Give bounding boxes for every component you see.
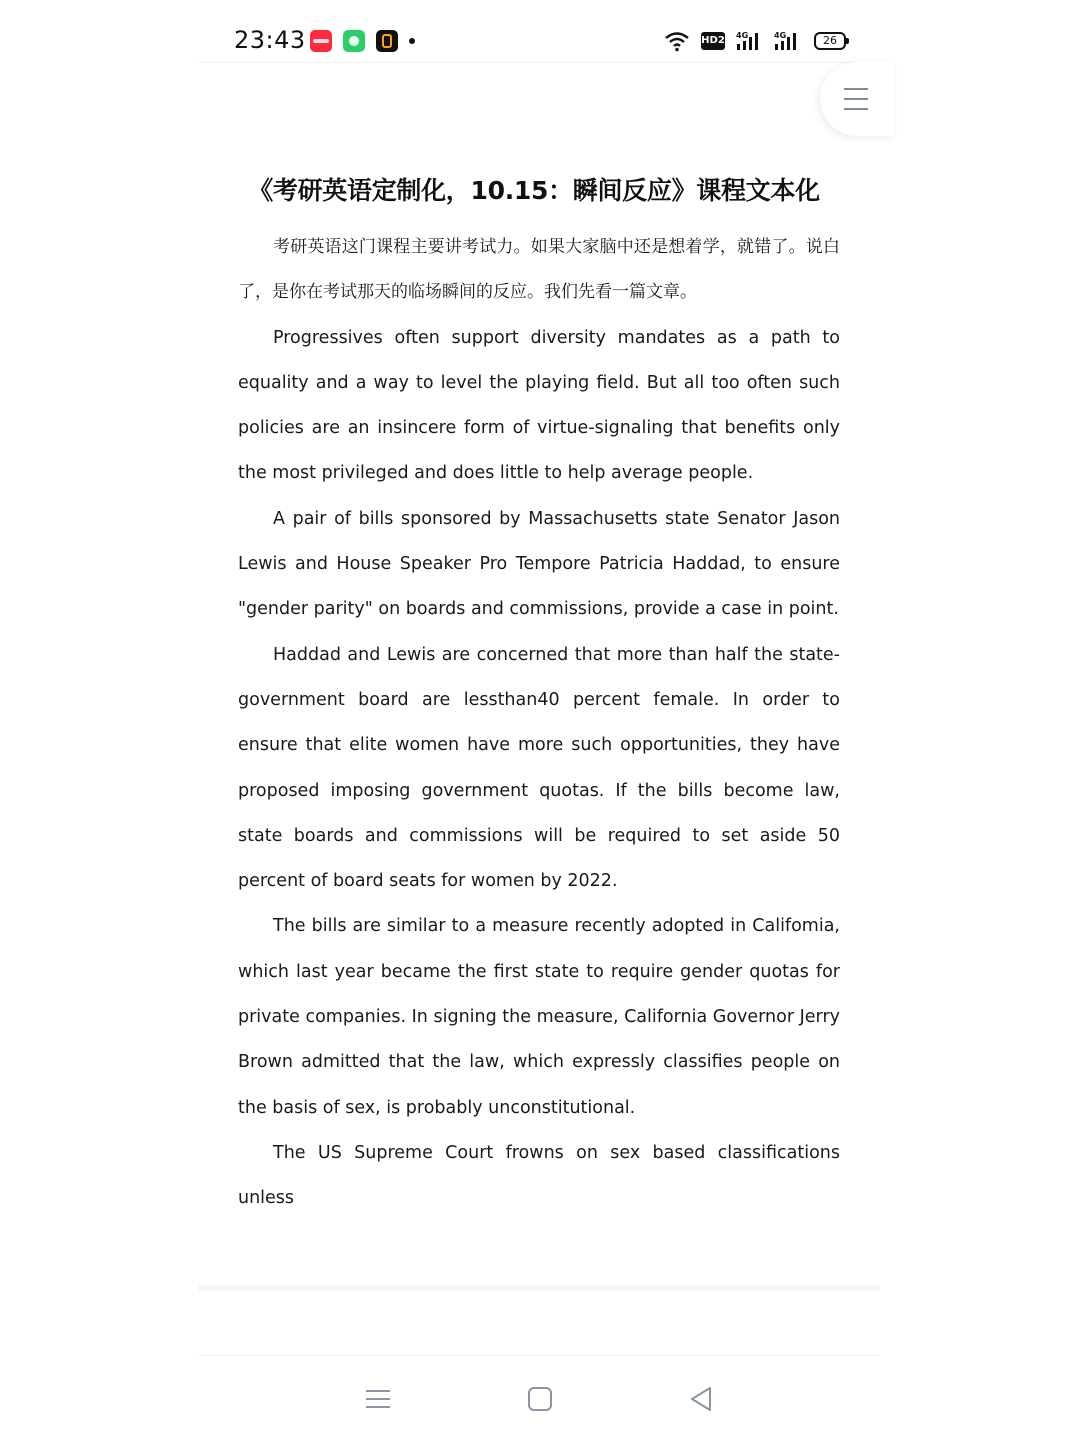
- status-bar: [198, 18, 880, 66]
- document-body: [238, 165, 840, 1222]
- signal-4g-icon: [736, 30, 764, 52]
- document-title: 《考研英语定制化，10.15：瞬间反应》课程文本化: [248, 176, 820, 205]
- phone-screen: [198, 0, 880, 1439]
- signal-4g-icon: [774, 30, 802, 52]
- battery-icon: 26: [814, 32, 846, 50]
- paragraph: Haddad and Lewis are concerned that more than half the state-government board are lessthan40 percent female. In order to ensure that elite women have more such opportunities, they have proposed imposing government quotas. If the bills become law, state boards and commissions will be required to set aside 50 percent of board seats for women by 2022.: [238, 644, 840, 892]
- red-app-icon: [310, 30, 332, 52]
- home-icon[interactable]: [520, 1380, 560, 1420]
- paragraph: The bills are similar to a measure recently adopted in Califomia, which last year became the first state to require gender quotas for private companies. In signing the measure, California Governor Jerry Brown admitted that the law, which expressly classifies people on the basis of sex, is probably unconstitutional.: [238, 916, 840, 1118]
- menu-button[interactable]: [820, 62, 894, 136]
- hd-icon: HD2: [701, 32, 725, 50]
- svg-text:4G: 4G: [774, 31, 787, 40]
- paragraph: Progressives often support diversity mandates as a path to equality and a way to level the playing field. But all too often such policies are an insincere form of virtue-signaling that benefits only the most privileged and does little to help average people.: [238, 327, 840, 484]
- green-app-icon: [343, 30, 365, 52]
- svg-text:4G: 4G: [736, 31, 749, 40]
- battery-nub: [846, 38, 849, 44]
- content-bottom-divider: [198, 1285, 880, 1291]
- clock: 23:43: [234, 26, 306, 54]
- status-divider: [198, 62, 880, 63]
- back-icon[interactable]: [682, 1380, 722, 1420]
- black-app-icon: [376, 30, 398, 52]
- nav-divider: [198, 1355, 880, 1356]
- paragraph: 考研英语这门课程主要讲考试力。如果大家脑中还是想着学，就错了。说白了，是你在考试那天的临场瞬间的反应。我们先看一篇文章。: [238, 237, 840, 303]
- wifi-icon: [664, 30, 690, 52]
- paragraph: A pair of bills sponsored by Massachusetts state Senator Jason Lewis and House Speaker Pro Tempore Patricia Haddad, to ensure "gender parity" on boards and commissions, provide a case in point.: [238, 508, 840, 620]
- more-notifications-dot-icon: [409, 38, 415, 44]
- menu-icon[interactable]: [358, 1380, 398, 1420]
- paragraph: The US Supreme Court frowns on sex based classifications unless: [238, 1142, 840, 1209]
- hamburger-menu-icon-bar: [844, 108, 868, 110]
- hamburger-menu-icon: [844, 88, 868, 90]
- hamburger-menu-icon-bar: [844, 98, 868, 100]
